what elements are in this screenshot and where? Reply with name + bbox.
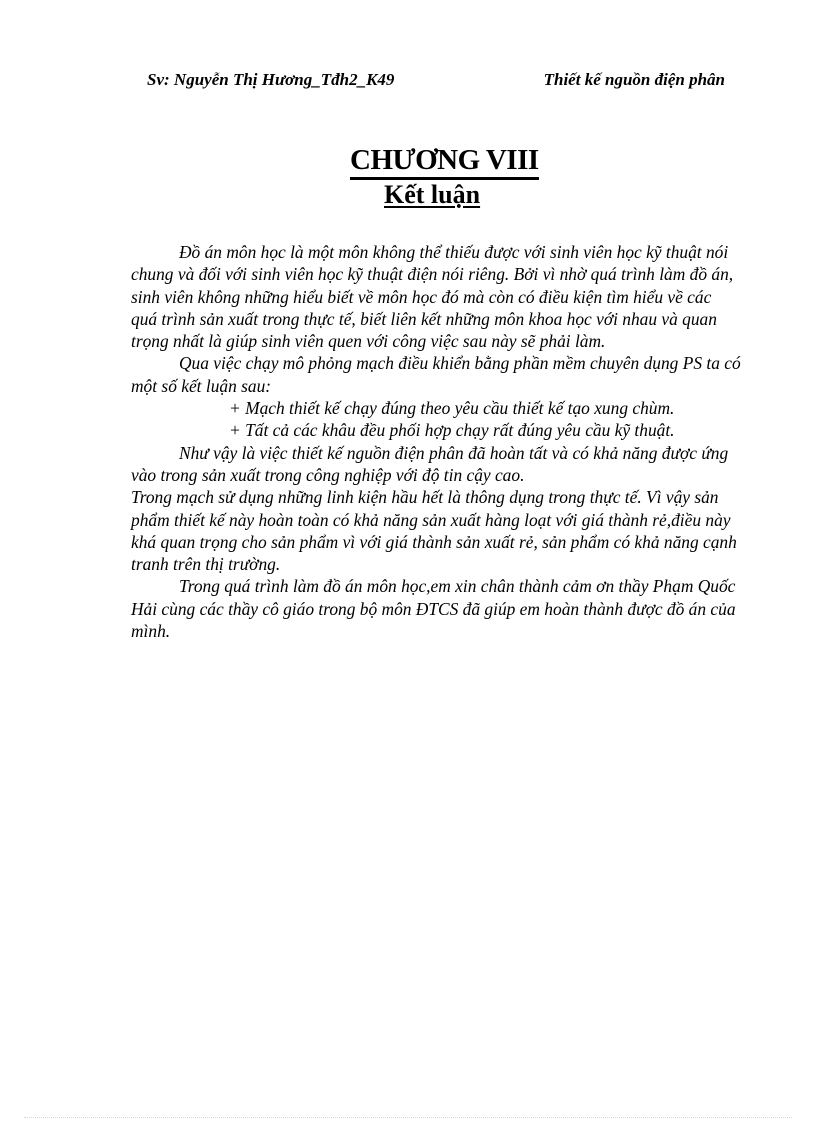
header-author: Sv: Nguyễn Thị Hương_Tđh2_K49 — [147, 70, 395, 89]
paragraph-completion: Như vậy là việc thiết kế nguồn điện phân đã hoàn tất và có khả năng được ứng vào trong sản xuất trong công nghiệp với độ tin cậy cao. — [131, 442, 729, 485]
paragraph-acknowledgement: Trong quá trình làm đồ án môn học,em xin chân thành cảm ơn thầy Phạm Quốc Hải cùng các thầy cô giáo trong bộ môn ĐTCS đã giúp em hoàn thành được đồ án của mình. — [131, 576, 736, 642]
conclusion-item-1: + Mạch thiết kế chạy đúng theo yêu cầu thiết kế tạo xung chùm. — [229, 398, 675, 419]
paragraph-intro: Đồ án môn học là một môn không thể thiếu được với sinh viên học kỹ thuật nói chung và đối với sinh viên học kỹ thuật điện nói riêng. Bởi vì nhờ quá trình làm đồ án, sinh viên không những hiểu biết về môn học đó mà còn có điều kiện tìm hiểu về các quá trình sản xuất trong thực tế, biết liên kết những môn khoa học với nhau và quan trọng nhất là giúp sinh viên quen với công việc sau này sẽ phải làm. — [131, 242, 734, 352]
page-bottom-divider — [24, 1117, 792, 1118]
paragraph-simulation: Qua việc chạy mô phỏng mạch điều khiển bằng phần mềm chuyên dụng PS ta có một số kết luận sau: — [131, 353, 741, 396]
page-header — [147, 70, 725, 94]
chapter-subtitle: Kết luận — [384, 180, 481, 209]
chapter-title: CHƯƠNG VIII — [350, 144, 539, 180]
paragraph-components: Trong mạch sử dụng những linh kiện hầu hết là thông dụng trong thực tế. Vì vậy sản phẩm thiết kế này hoàn toàn có khả năng sản xuất hàng loạt với giá thành rẻ,điều này khá quan trọng cho sản phẩm vì với giá thành sản xuất rẻ, sản phẩm có khả năng cạnh tranh trên thị trường. — [131, 487, 737, 575]
document-body — [131, 241, 741, 642]
header-document-title: Thiết kế nguồn điện phân — [543, 70, 725, 89]
conclusion-item-2: + Tất cả các khâu đều phối hợp chạy rất đúng yêu cầu kỹ thuật. — [229, 420, 675, 441]
